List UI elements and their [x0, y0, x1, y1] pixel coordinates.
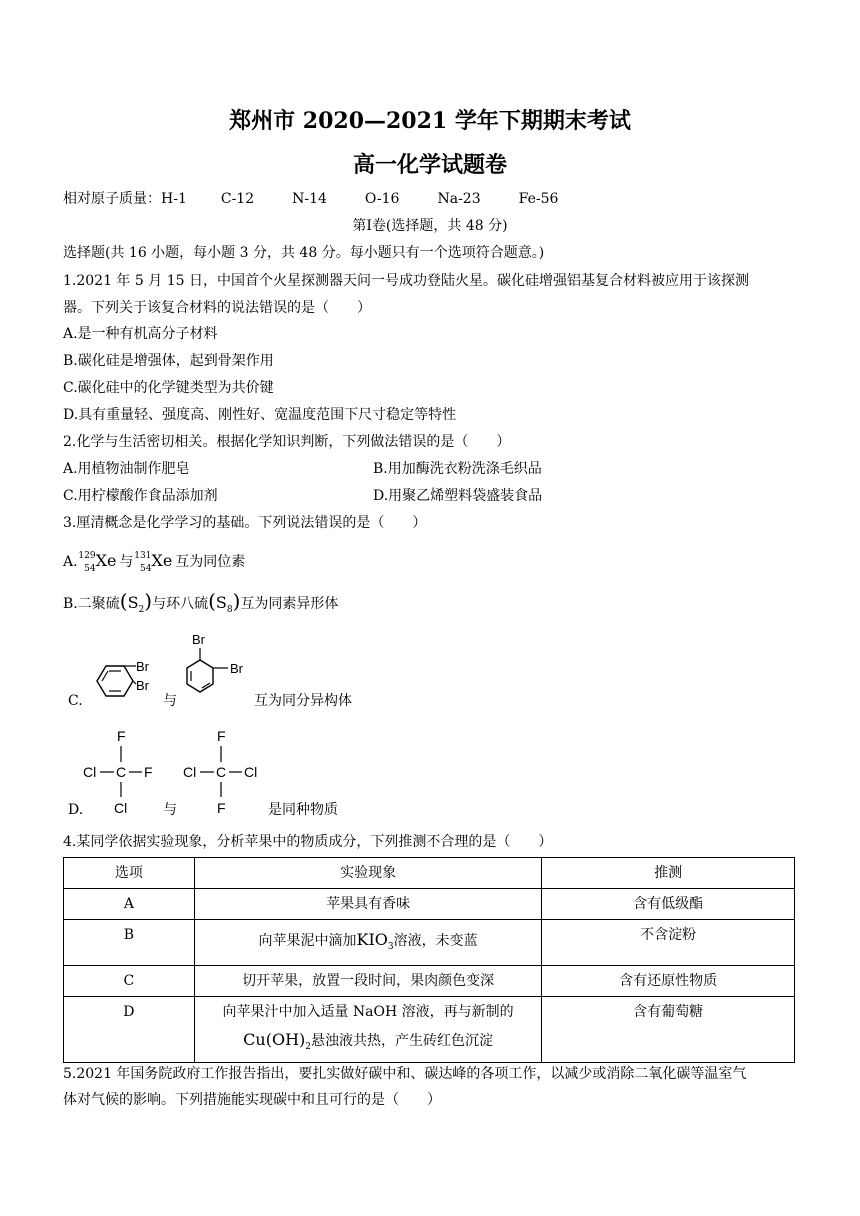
- q3-a-prefix: A.: [63, 554, 78, 570]
- section-title: 第Ⅰ卷(选择题，共 48 分): [352, 218, 508, 234]
- cfcl2-structure-1: [80, 725, 160, 820]
- q3-b-prefix: B.二聚硫: [63, 596, 120, 612]
- q3-stem: 3.厘清概念是化学学习的基础。下列说法错误的是（ ）: [63, 515, 427, 531]
- q2-stem: 2.化学与生活密切相关。根据化学知识判断，下列做法错误的是（ ）: [63, 434, 511, 450]
- q1-option-a: A.是一种有机高分子材料: [63, 326, 218, 342]
- phenomenon-prefix: 向苹果泥中滴加: [258, 933, 357, 950]
- right-paren: ): [144, 589, 153, 613]
- table-cell-inference: 含有还原性物质: [542, 966, 795, 997]
- cuoh2-subscript: 2: [305, 1041, 311, 1052]
- atomic-masses: [63, 189, 558, 209]
- table-cell-inference: 不含淀粉: [542, 920, 795, 966]
- xe131-symbol: Xe: [151, 551, 173, 570]
- s2-symbol: S: [127, 593, 139, 612]
- table-cell-option: A: [64, 889, 195, 920]
- br-label: Br: [136, 659, 149, 674]
- table-cell-phenomenon: 苹果具有香味: [194, 889, 542, 920]
- cl-label: Cl: [114, 800, 128, 816]
- q2-option-b: B.用加酶洗衣粉洗涤毛织品: [373, 461, 542, 477]
- br-label: Br: [136, 678, 149, 693]
- s8-symbol: S: [215, 593, 227, 612]
- q3-c-connector: 与: [163, 693, 177, 709]
- xe129-mass-number: 129: [78, 551, 96, 561]
- table-cell-phenomenon: [194, 920, 542, 966]
- q3-c-suffix: 互为同分异构体: [254, 693, 352, 709]
- left-paren: (: [119, 589, 128, 613]
- q3-c-prefix: C.: [68, 693, 83, 709]
- table-cell-phenomenon: [194, 997, 542, 1063]
- q4-stem: 4.某同学依据实验现象，分析苹果中的物质成分，下列推测不合理的是（ ）: [63, 834, 553, 850]
- phenomenon-line1: 向苹果汁中加入适量 NaOH 溶液，再与新制的: [222, 1004, 514, 1020]
- q3-d-suffix: 是同种物质: [268, 802, 338, 818]
- q1-stem-line2: 器。下列关于该复合材料的说法错误的是（ ）: [63, 300, 371, 316]
- xe129-symbol: Xe: [95, 551, 117, 570]
- table-cell-inference: 含有葡萄糖: [542, 997, 795, 1063]
- table-cell-option: D: [64, 997, 195, 1063]
- atomic-mass-o: O-16: [364, 191, 400, 207]
- kio3-formula: KIO: [356, 930, 388, 950]
- table-cell-option: B: [64, 920, 195, 966]
- cl-label: Cl: [83, 764, 97, 780]
- table-cell-inference: 含有低级酯: [542, 889, 795, 920]
- c-label: C: [216, 764, 227, 780]
- kio3-subscript: 3: [387, 942, 394, 952]
- atomic-mass-na: Na-23: [437, 191, 481, 207]
- f-label: F: [217, 728, 226, 744]
- table-cell-phenomenon: 切开苹果，放置一段时间，果肉颜色变深: [194, 966, 542, 997]
- br-label: Br: [230, 661, 243, 676]
- xe129-atomic-number: 54: [84, 564, 96, 574]
- q2-option-d: D.用聚乙烯塑料袋盛装食品: [373, 488, 543, 504]
- q3-a-connector: 与: [119, 554, 134, 570]
- cl-label: Cl: [244, 764, 258, 780]
- exam-title: 郑州市 2020—2021 学年下期期末考试: [229, 108, 631, 134]
- table-header-cell: 选项: [64, 858, 195, 889]
- table-row: [64, 997, 795, 1063]
- table-header-cell: 实验现象: [194, 858, 542, 889]
- q1-option-d: D.具有重量轻、强度高、刚性好、宽温度范围下尺寸稳定等特性: [63, 407, 457, 423]
- phenomenon-suffix: 悬浊液共热，产生砖红色沉淀: [311, 1033, 493, 1049]
- atomic-mass-fe: Fe-56: [518, 191, 559, 207]
- table-header-row: [64, 858, 795, 889]
- q3-d-connector: 与: [163, 802, 177, 818]
- table-header-cell: 推测: [542, 858, 795, 889]
- table-row: [64, 889, 795, 920]
- xe-129-nuclide: [78, 548, 96, 572]
- q2-option-c: C.用柠檬酸作食品添加剂: [63, 488, 218, 504]
- table-row: [64, 920, 795, 966]
- q3-b-connector: 与环八硫: [152, 596, 209, 612]
- q5-stem-line2: 体对气候的影响。下列措施能实现碳中和且可行的是（ ）: [63, 1092, 441, 1108]
- q3-option-b: [63, 591, 338, 620]
- ortho-dibromobenzene-structure-1: [86, 654, 166, 706]
- f-label: F: [217, 800, 226, 816]
- q1-option-b: B.碳化硅是增强体，起到骨架作用: [63, 353, 274, 369]
- f-label: F: [117, 728, 126, 744]
- atomic-masses-label: 相对原子质量：: [63, 191, 161, 207]
- q4-experiment-table: [63, 857, 795, 1063]
- q1-option-c: C.碳化硅中的化学键类型为共价键: [63, 380, 274, 396]
- atomic-mass-c: C-12: [220, 191, 255, 207]
- q3-d-prefix: D.: [68, 802, 84, 818]
- xe131-mass-number: 131: [134, 551, 152, 561]
- right-paren: ): [232, 589, 241, 613]
- s2-subscript: 2: [138, 604, 145, 615]
- c-label: C: [116, 764, 127, 780]
- cfcl2-structure-2: [180, 725, 270, 820]
- atomic-mass-h: H-1: [161, 191, 187, 207]
- q2-option-a: A.用植物油制作肥皂: [63, 461, 190, 477]
- f-label: F: [144, 764, 153, 780]
- cuoh2-formula: Cu(OH): [243, 1030, 306, 1049]
- ortho-dibromobenzene-structure-2: [180, 628, 260, 708]
- br-label: Br: [192, 632, 205, 647]
- cl-label: Cl: [183, 764, 197, 780]
- phenomenon-suffix: 溶液，未变蓝: [393, 933, 478, 950]
- atomic-mass-n: N-14: [292, 191, 327, 207]
- exam-subtitle: 高一化学试题卷: [352, 152, 507, 178]
- q3-b-suffix: 互为同素异形体: [240, 596, 339, 612]
- q1-stem-line1: 1.2021 年 5 月 15 日，中国首个火星探测器天问一号成功登陆火星。碳化硅增强铝基复合材料被应用于该探测: [63, 273, 749, 289]
- phenomenon-line2: [199, 1030, 538, 1057]
- q5-stem-line1: 5.2021 年国务院政府工作报告指出，要扎实做好碳中和、碳达峰的各项工作，以减少或消除二氧化碳等温室气: [63, 1066, 747, 1082]
- q3-option-a: [63, 548, 245, 572]
- instructions: 选择题(共 16 小题，每小题 3 分，共 48 分。每小题只有一个选项符合题意。): [63, 245, 545, 261]
- table-cell-option: C: [64, 966, 195, 997]
- q3-a-suffix: 互为同位素: [175, 554, 246, 570]
- s8-subscript: 8: [226, 604, 233, 615]
- left-paren: (: [208, 589, 216, 613]
- xe-131-nuclide: [133, 548, 151, 572]
- xe131-atomic-number: 54: [139, 564, 152, 574]
- table-row: [64, 966, 795, 997]
